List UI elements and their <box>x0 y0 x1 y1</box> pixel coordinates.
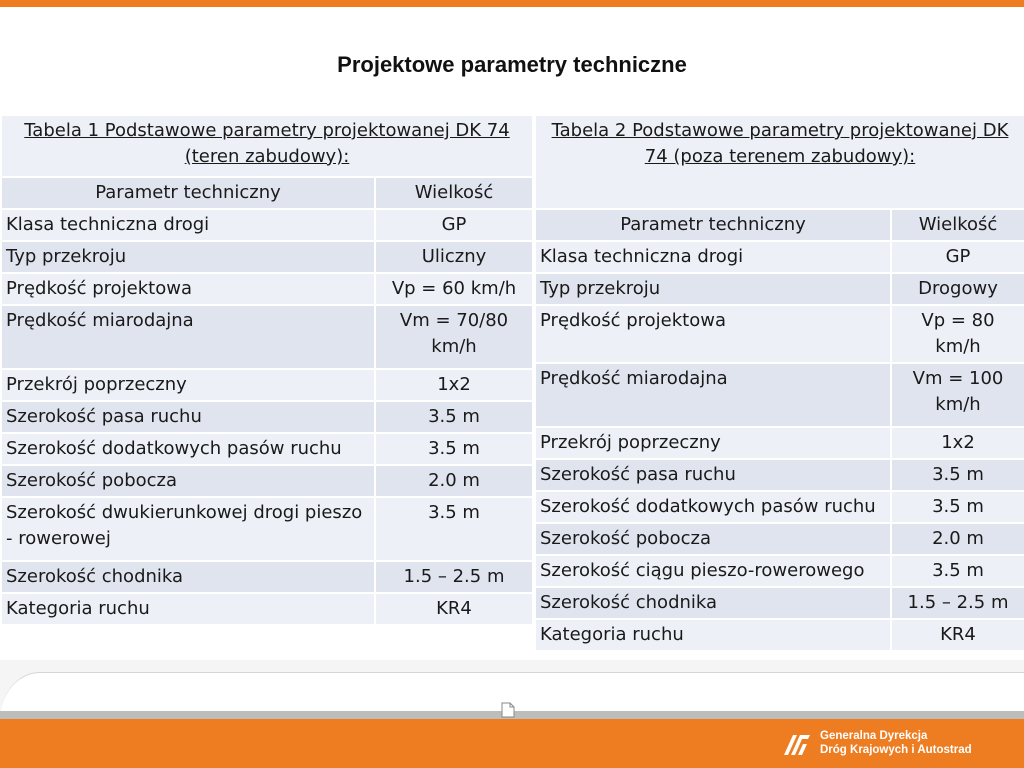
param-name: Szerokość chodnika <box>1 561 375 593</box>
param-value: Vp = 60 km/h <box>375 273 533 305</box>
table-row <box>535 459 1024 491</box>
table-row <box>535 241 1024 273</box>
param-name: Szerokość ciągu pieszo-rowerowego <box>535 555 891 587</box>
gddkia-logo-icon <box>782 731 812 757</box>
org-name-line2: Dróg Krajowych i Autostrad <box>820 744 972 756</box>
table-row <box>535 587 1024 619</box>
table-row <box>535 427 1024 459</box>
param-value: Uliczny <box>375 241 533 273</box>
org-name-line1: Generalna Dyrekcja <box>820 730 928 742</box>
param-name: Kategoria ruchu <box>1 593 375 625</box>
param-value: Vp = 80 km/h <box>891 305 1024 363</box>
organization-name <box>820 729 972 757</box>
param-value: 3.5 m <box>375 497 533 561</box>
table2-header-value: Wielkość <box>891 209 1024 241</box>
param-name: Klasa techniczna drogi <box>1 209 375 241</box>
param-name: Prędkość miarodajna <box>1 305 375 369</box>
table-row <box>1 433 533 465</box>
param-name: Przekrój poprzeczny <box>535 427 891 459</box>
table-row <box>535 555 1024 587</box>
table-row <box>535 273 1024 305</box>
table-row <box>1 497 533 561</box>
table-row <box>1 465 533 497</box>
param-name: Szerokość dodatkowych pasów ruchu <box>535 491 891 523</box>
param-value: GP <box>375 209 533 241</box>
param-name: Kategoria ruchu <box>535 619 891 651</box>
table-poza-terenem-zabudowy <box>534 114 1024 652</box>
param-name: Szerokość dwukierunkowej drogi pieszo - rowerowej <box>1 497 375 561</box>
table-row <box>535 305 1024 363</box>
table-row <box>1 209 533 241</box>
param-name: Typ przekroju <box>1 241 375 273</box>
param-name: Prędkość projektowa <box>535 305 891 363</box>
table-row <box>1 561 533 593</box>
table-row <box>535 523 1024 555</box>
table-row <box>1 273 533 305</box>
param-value: 3.5 m <box>891 555 1024 587</box>
param-value: 2.0 m <box>375 465 533 497</box>
param-name: Szerokość chodnika <box>535 587 891 619</box>
param-value: GP <box>891 241 1024 273</box>
param-value: Drogowy <box>891 273 1024 305</box>
param-value: 1x2 <box>375 369 533 401</box>
table-row <box>535 619 1024 651</box>
param-name: Prędkość miarodajna <box>535 363 891 427</box>
table-teren-zabudowy <box>0 114 534 626</box>
table-row <box>535 363 1024 427</box>
table2-header-param: Parametr techniczny <box>535 209 891 241</box>
param-name: Przekrój poprzeczny <box>1 369 375 401</box>
table-row <box>1 593 533 625</box>
param-value: KR4 <box>375 593 533 625</box>
param-value: KR4 <box>891 619 1024 651</box>
param-value: 3.5 m <box>891 491 1024 523</box>
table1-caption: Tabela 1 Podstawowe parametry projektowanej DK 74 (teren zabudowy): <box>1 115 533 177</box>
param-name: Klasa techniczna drogi <box>535 241 891 273</box>
table-row <box>535 491 1024 523</box>
table-row <box>1 401 533 433</box>
table2-caption: Tabela 2 Podstawowe parametry projektowanej DK 74 (poza terenem zabudowy): <box>535 115 1024 209</box>
param-value: 3.5 m <box>375 401 533 433</box>
param-value: 1.5 – 2.5 m <box>375 561 533 593</box>
table-row <box>1 241 533 273</box>
param-name: Szerokość pasa ruchu <box>535 459 891 491</box>
table-row <box>1 369 533 401</box>
param-value: 3.5 m <box>891 459 1024 491</box>
table-row <box>1 305 533 369</box>
param-name: Szerokość pasa ruchu <box>1 401 375 433</box>
param-value: 1.5 – 2.5 m <box>891 587 1024 619</box>
param-value: Vm = 70/80 km/h <box>375 305 533 369</box>
param-name: Szerokość pobocza <box>535 523 891 555</box>
param-name: Typ przekroju <box>535 273 891 305</box>
table1-header-value: Wielkość <box>375 177 533 209</box>
param-value: 2.0 m <box>891 523 1024 555</box>
page-title: Projektowe parametry techniczne <box>337 52 687 77</box>
top-accent-bar <box>0 0 1024 7</box>
table1-header-param: Parametr techniczny <box>1 177 375 209</box>
param-value: 1x2 <box>891 427 1024 459</box>
document-icon <box>501 702 515 718</box>
param-value: Vm = 100 km/h <box>891 363 1024 427</box>
param-value: 3.5 m <box>375 433 533 465</box>
param-name: Szerokość pobocza <box>1 465 375 497</box>
param-name: Prędkość projektowa <box>1 273 375 305</box>
param-name: Szerokość dodatkowych pasów ruchu <box>1 433 375 465</box>
